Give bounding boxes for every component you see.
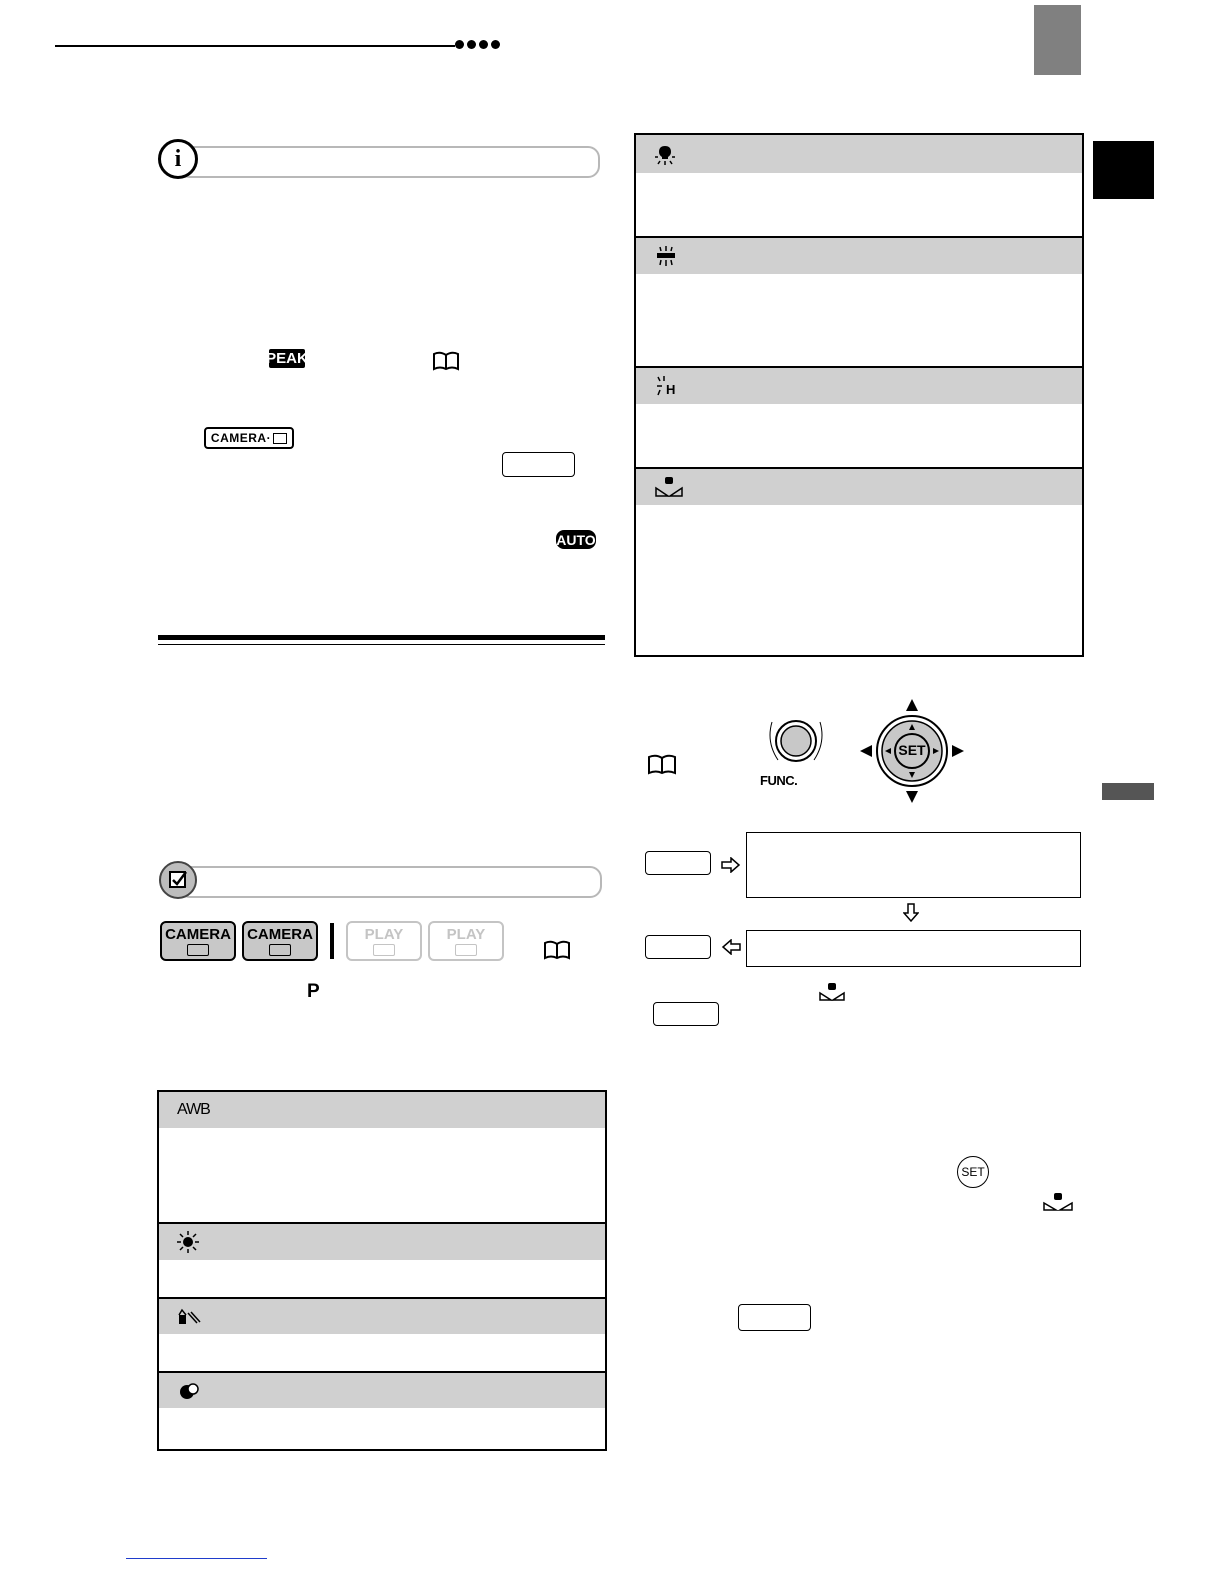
tungsten-icon — [654, 143, 676, 165]
book-icon — [543, 940, 571, 960]
book-icon — [647, 754, 677, 776]
fluorescent-icon — [654, 245, 678, 267]
step-box-2 — [746, 930, 1081, 967]
fluorescent-h-icon — [654, 375, 678, 397]
awb-icon: AWB — [177, 1101, 210, 1118]
peak-icon: PEAK — [266, 350, 308, 367]
checklist-icon — [159, 861, 197, 899]
white-balance-table-2 — [634, 133, 1084, 657]
white-balance-table — [157, 1090, 607, 1451]
arrow-down-icon — [903, 903, 919, 923]
custom-wb-icon — [654, 476, 684, 498]
mode-divider — [330, 923, 334, 959]
footer-link-line — [126, 1558, 267, 1559]
button-symbol — [645, 851, 711, 875]
button-symbol — [653, 1002, 719, 1026]
options-bar — [178, 866, 602, 898]
row-daylight — [159, 1222, 605, 1260]
header-dots — [455, 40, 500, 52]
set-button-icon: SET — [957, 1156, 989, 1188]
arrow-left-icon — [721, 939, 741, 955]
mode-camera-tape: CAMERA — [160, 921, 236, 961]
row-custom-wb — [636, 467, 1082, 505]
book-icon — [432, 351, 460, 371]
button-symbol — [738, 1304, 811, 1331]
section-rule — [158, 635, 605, 640]
step-box-1 — [746, 832, 1081, 898]
header-rule — [55, 45, 455, 47]
row-cloudy — [159, 1371, 605, 1408]
button-symbol — [645, 935, 711, 959]
row-tungsten — [636, 135, 1082, 173]
func-label: FUNC. — [760, 773, 798, 788]
svg-text:H: H — [666, 382, 676, 397]
custom-wb-icon — [818, 982, 846, 1002]
button-symbol — [502, 452, 575, 477]
mode-selector — [160, 921, 504, 961]
mode-camera-card: CAMERA — [242, 921, 318, 961]
mode-play-card: PLAY — [428, 921, 504, 961]
row-auto-wb — [159, 1092, 605, 1128]
program-mode-letter: P — [307, 981, 320, 1002]
arrow-right-icon — [721, 857, 741, 873]
func-button-illustration — [766, 712, 826, 774]
section-index-bar — [1102, 783, 1154, 800]
note-bar — [178, 146, 600, 178]
language-tab — [1093, 141, 1154, 199]
set-button-label: SET — [898, 742, 926, 758]
daylight-icon — [177, 1231, 199, 1253]
row-fluorescent-h — [636, 366, 1082, 404]
auto-mode-icon: AUTO — [556, 531, 596, 548]
mode-play-tape: PLAY — [346, 921, 422, 961]
chapter-tab — [1034, 5, 1081, 75]
info-icon: i — [158, 139, 198, 179]
row-shade — [159, 1297, 605, 1334]
section-rule-thin — [158, 644, 605, 645]
cloudy-icon — [177, 1381, 201, 1401]
row-fluorescent — [636, 236, 1082, 274]
shade-icon — [177, 1307, 201, 1327]
custom-wb-icon — [1042, 1192, 1074, 1212]
camera-card-mode-icon: CAMERA· — [204, 427, 294, 449]
